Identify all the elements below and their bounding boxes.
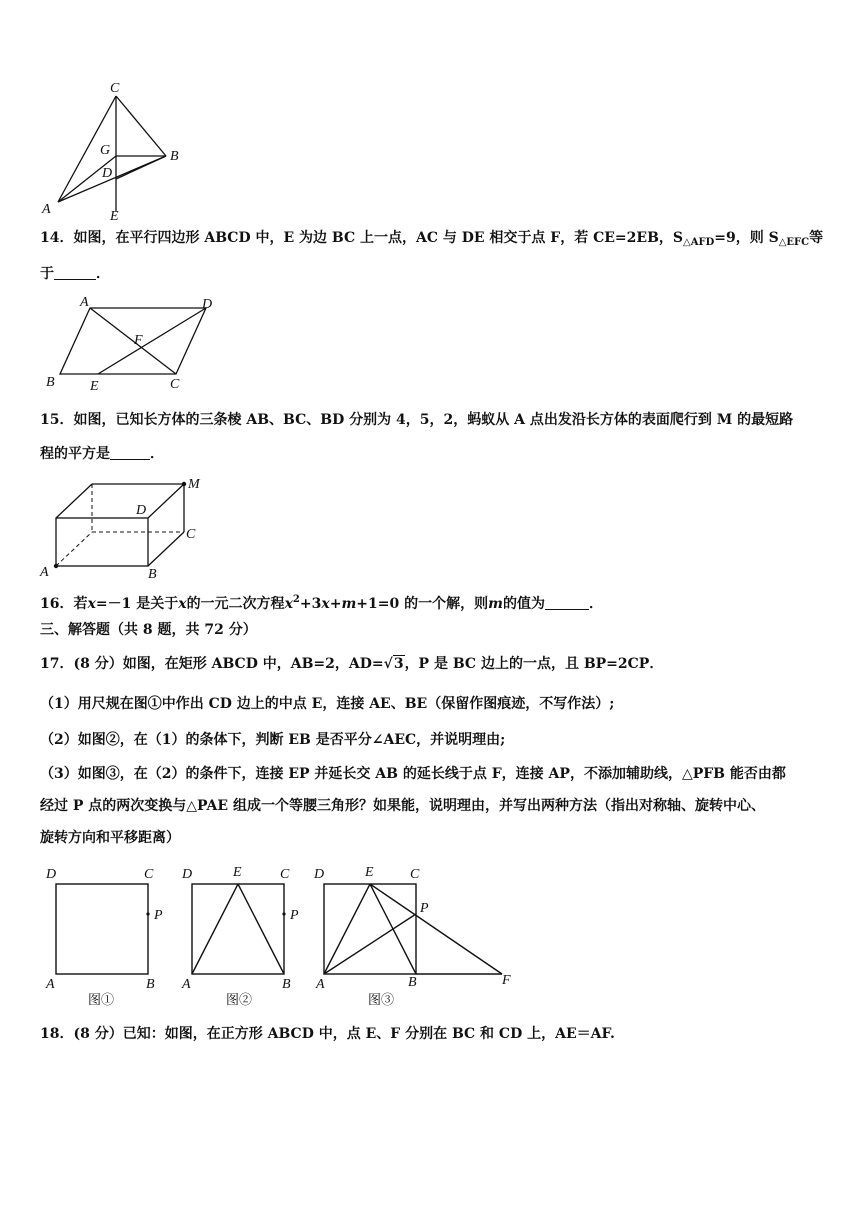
label-C: C <box>170 377 180 392</box>
q16-pre: 16．若 <box>40 596 88 612</box>
fig1-label-P: P <box>154 908 163 923</box>
fig3-caption: 图③ <box>368 992 395 1007</box>
label-C: C <box>110 81 120 96</box>
fig2-label-A: A <box>182 977 191 992</box>
q14-line2-end: ． <box>96 266 110 282</box>
fig1-label-D: D <box>46 867 57 882</box>
label-D: D <box>202 297 213 312</box>
q16-m1: m <box>341 596 357 612</box>
sqrt-3: √3 <box>383 656 404 672</box>
question-14-line1 <box>40 228 840 253</box>
answer-blank-16[interactable] <box>545 595 589 610</box>
section-heading: 三、解答题（共 8 题，共 72 分） <box>40 622 257 638</box>
question-17-stem <box>40 654 840 674</box>
figure-q13 <box>36 78 186 223</box>
label-F: F <box>134 333 143 348</box>
fig2-caption: 图② <box>226 992 253 1007</box>
label-B: B <box>148 567 157 582</box>
question-17-part2: （2）如图②，在（1）的条体下，判断 EB 是否平分∠AEC，并说明理由; <box>40 732 506 748</box>
q14-sub-afd: △AFD <box>683 237 715 248</box>
q16-sup: 2 <box>292 594 300 605</box>
label-B: B <box>46 375 55 390</box>
q16-plus2: + <box>329 596 342 612</box>
figure-q15 <box>34 472 214 582</box>
label-G: G <box>100 143 111 158</box>
answer-blank-14[interactable] <box>54 265 96 280</box>
label-A: A <box>42 202 51 217</box>
fig3-label-B: B <box>408 975 417 990</box>
q17-text-b: ，P 是 BC 边上的一点，且 BP=2CP． <box>404 656 664 672</box>
figure-q14 <box>40 292 220 392</box>
label-D: D <box>136 503 147 518</box>
fig3-label-D: D <box>314 867 325 882</box>
question-17-part3-line3: 旋转方向和平移距离） <box>40 830 180 846</box>
q16-tail: +1=0 的一个解，则 <box>356 596 489 612</box>
label-B: B <box>170 149 179 164</box>
figure-q17 <box>40 860 520 1010</box>
fig3-label-A: A <box>316 977 325 992</box>
question-18: 18．(8 分）已知：如图，在正方形 ABCD 中，点 E、F 分别在 BC 和 CD 上，AE＝AF. <box>40 1026 615 1042</box>
question-17-part1: （1）用尺规在图①中作出 CD 边上的中点 E，连接 AE、BE（保留作图痕迹，不写作法）; <box>40 696 615 712</box>
q15-line2-end: ． <box>150 446 164 462</box>
fig3-label-E: E <box>365 865 374 880</box>
question-14-line2 <box>40 264 840 284</box>
fig2-label-E: E <box>233 865 242 880</box>
fig2-label-P: P <box>290 908 299 923</box>
fig3-label-F: F <box>502 973 511 988</box>
q16-x2: x <box>178 596 187 612</box>
fig3-label-P: P <box>420 901 429 916</box>
label-C: C <box>186 527 196 542</box>
q14-text-c: 等 <box>809 230 824 246</box>
question-17-part3-line2: 经过 P 点的两次变换与△PAE 组成一个等腰三角形？如果能，说明理由，并写出两种方法（指出对称轴、旋转中心、 <box>40 798 765 814</box>
fig2-label-C: C <box>280 867 290 882</box>
label-M: M <box>188 477 200 492</box>
label-E: E <box>110 209 119 223</box>
q14-line2: 于 <box>40 266 54 282</box>
fig1-label-C: C <box>144 867 154 882</box>
question-16 <box>40 590 840 614</box>
q14-sub-efc: △EFC <box>778 237 810 248</box>
label-A: A <box>40 565 49 580</box>
q16-plus: +3 <box>299 596 322 612</box>
q14-text-b: =9，则 S <box>714 230 779 246</box>
question-15-line1 <box>40 410 840 430</box>
q16-x3: x <box>284 596 293 612</box>
q16-eq1: =－1 是关于 <box>95 596 179 612</box>
question-17-part3-line1: （3）如图③，在（2）的条件下，连接 EP 并延长交 AB 的延长线于点 F，连接 AP，不添加辅助线，△PFB 能否由都 <box>40 766 786 782</box>
q16-end: ． <box>588 596 603 612</box>
label-D: D <box>102 166 113 181</box>
fig1-caption: 图① <box>88 992 115 1007</box>
label-A: A <box>80 295 89 310</box>
q15-line2: 程的平方是 <box>40 446 110 462</box>
fig2-label-B: B <box>282 977 291 992</box>
q16-mid: 的一元二次方程 <box>186 596 285 612</box>
fig1-label-B: B <box>146 977 155 992</box>
q16-m2: m <box>488 596 503 612</box>
answer-blank-15[interactable] <box>110 445 150 460</box>
q15-line1: 15．如图，已知长方体的三条棱 AB、BC、BD 分别为 4，5，2，蚂蚁从 A 点出发沿长方体的表面爬行到 M 的最短路 <box>40 412 794 428</box>
fig1-label-A: A <box>46 977 55 992</box>
sqrt-radicand: 3 <box>393 656 404 672</box>
fig3-label-C: C <box>410 867 420 882</box>
q16-x4: x <box>321 596 330 612</box>
q14-text-a: 14．如图，在平行四边形 ABCD 中，E 为边 BC 上一点，AC 与 DE 相交于点 F，若 CE=2EB，S <box>40 230 684 246</box>
q16-tail2: 的值为 <box>502 596 545 612</box>
fig2-label-D: D <box>182 867 193 882</box>
q16-x1: x <box>87 596 96 612</box>
question-15-line2 <box>40 444 840 464</box>
q17-text-a: 17．(8 分）如图，在矩形 ABCD 中，AB=2，AD= <box>40 656 384 672</box>
label-E: E <box>90 379 99 392</box>
